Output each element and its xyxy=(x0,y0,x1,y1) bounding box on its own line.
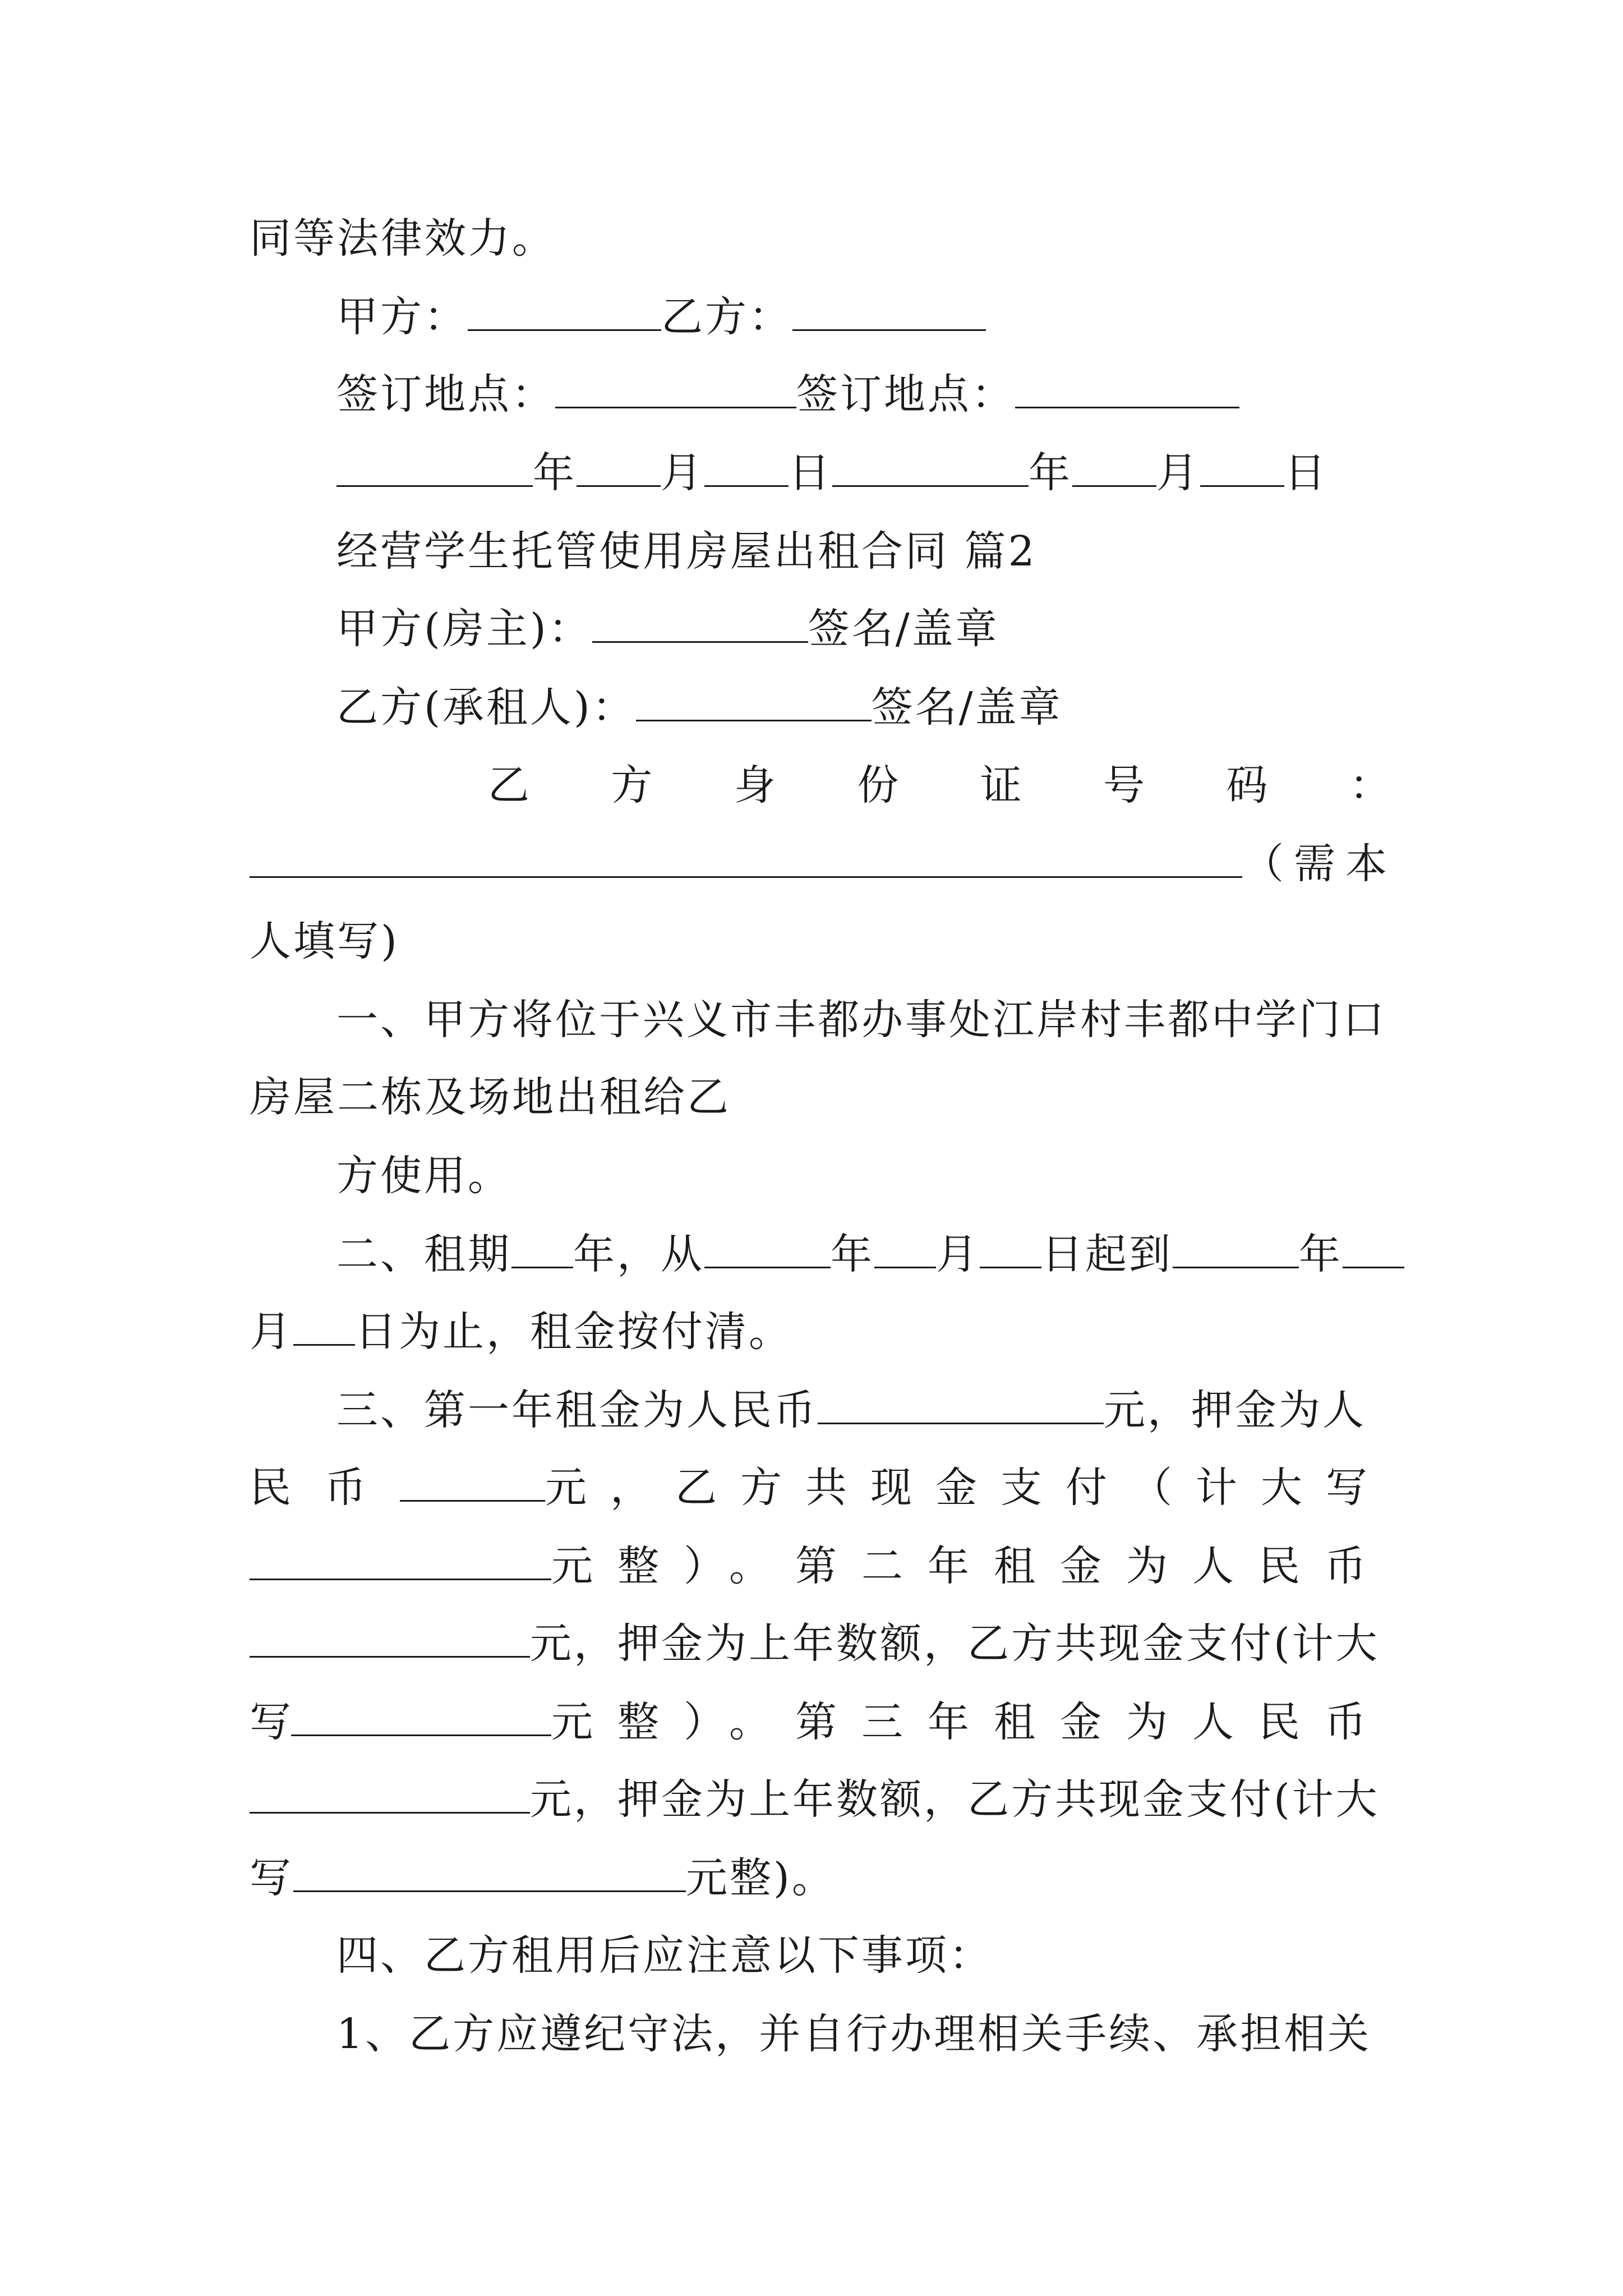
paragraph-text: 1、乙方应遵纪守法，并自行办理相关手续、承担相关 xyxy=(336,2010,1372,2058)
paragraph-text: 写 xyxy=(250,1698,291,1746)
paragraph-text: 元，押金为上年数额，乙方共现金支付(计大 xyxy=(530,1775,1380,1824)
id-char: 份 xyxy=(857,761,899,809)
day-label: 日 xyxy=(789,449,832,497)
id-number-blank[interactable] xyxy=(250,840,1242,878)
landlord-line xyxy=(336,601,999,657)
paragraph-text: 民币 xyxy=(250,1464,400,1512)
paragraph-text: 元整）。第二年租金为人民币 xyxy=(551,1542,1391,1590)
party-b-label: 乙方： xyxy=(661,293,792,341)
clause-2-line xyxy=(336,1226,1404,1282)
paragraph-text: 月 xyxy=(250,1308,293,1356)
year-blank[interactable] xyxy=(336,449,533,487)
paragraph-text: 元，乙方共现金支付（计大写 xyxy=(545,1464,1391,1512)
total-year2-blank[interactable] xyxy=(291,1699,551,1736)
sign-label: 签名/盖章 xyxy=(871,683,1063,731)
total-year3-blank[interactable] xyxy=(293,1855,686,1892)
rent-year2-blank[interactable] xyxy=(250,1620,530,1658)
paragraph-text: 写 xyxy=(250,1854,293,1902)
day-blank[interactable] xyxy=(704,449,789,487)
clause-3-line xyxy=(250,1616,1380,1672)
party-a-blank[interactable] xyxy=(468,293,661,331)
rent-year1-blank[interactable] xyxy=(818,1387,1104,1424)
paragraph-text: 年 xyxy=(831,1230,874,1278)
paragraph-text: （需本 xyxy=(1242,840,1397,888)
paragraph-text: 日起到 xyxy=(1041,1230,1173,1278)
end-month-blank[interactable] xyxy=(1343,1231,1404,1268)
paragraph-text: 日为止，租金按付清。 xyxy=(355,1308,792,1356)
clause-3-line xyxy=(250,1538,1391,1594)
paragraph-text: 元整)。 xyxy=(686,1854,836,1902)
clause-3-line xyxy=(250,1460,1391,1516)
paragraph-text: 三、第一年租金为人民币 xyxy=(336,1386,818,1434)
clause-1-line xyxy=(250,1069,731,1125)
paragraph-text: 二、租期 xyxy=(336,1230,511,1278)
signing-place-line xyxy=(336,366,1239,422)
paragraph-text: 方使用。 xyxy=(336,1152,511,1200)
id-number-field-line xyxy=(250,836,1397,892)
clause-1-line xyxy=(336,1148,511,1204)
deposit-year1-blank[interactable] xyxy=(400,1464,545,1502)
month-label: 月 xyxy=(661,449,704,497)
clause-3-line xyxy=(250,1772,1380,1828)
signing-place-a-label: 签订地点： xyxy=(336,370,555,418)
day-label: 日 xyxy=(1284,449,1328,497)
party-a-label: 甲方： xyxy=(336,293,468,341)
start-day-blank[interactable] xyxy=(980,1231,1041,1268)
end-year-blank[interactable] xyxy=(1173,1231,1299,1268)
id-number-label xyxy=(488,757,1391,813)
year-blank[interactable] xyxy=(832,449,1029,487)
id-char: 身 xyxy=(734,761,776,809)
total-year1-blank[interactable] xyxy=(250,1543,551,1580)
id-char: 号 xyxy=(1103,761,1145,809)
start-year-blank[interactable] xyxy=(704,1231,831,1268)
end-day-blank[interactable] xyxy=(293,1308,355,1346)
rent-year3-blank[interactable] xyxy=(250,1776,530,1814)
signing-place-b-label: 签订地点： xyxy=(796,370,1015,418)
tenant-label: 乙方(承租人)： xyxy=(336,683,636,731)
tenant-line xyxy=(336,679,1063,735)
paragraph-text: 房屋二栋及场地出租给乙 xyxy=(250,1073,731,1121)
start-month-blank[interactable] xyxy=(874,1231,936,1268)
year-label: 年 xyxy=(1029,449,1072,497)
day-blank[interactable] xyxy=(1200,449,1284,487)
paragraph-text: 元整）。第三年租金为人民币 xyxy=(551,1698,1391,1746)
text-line xyxy=(250,210,556,266)
paragraph-text: 元，押金为人 xyxy=(1104,1386,1366,1434)
id-char: 方 xyxy=(611,761,653,809)
text-line xyxy=(250,913,399,969)
signature-line-parties xyxy=(336,289,986,345)
signing-place-a-blank[interactable] xyxy=(555,371,796,408)
section-heading xyxy=(336,523,1037,579)
heading-text: 经营学生托管使用房屋出租合同 篇2 xyxy=(336,527,1037,576)
paragraph-text: 元，押金为上年数额，乙方共现金支付(计大 xyxy=(530,1619,1380,1668)
id-char: ： xyxy=(1349,761,1391,809)
id-char: 乙 xyxy=(488,761,529,809)
clause-3-line xyxy=(336,1382,1366,1438)
term-years-blank[interactable] xyxy=(511,1231,573,1268)
clause-3-line xyxy=(250,1850,836,1906)
id-char: 码 xyxy=(1226,761,1268,809)
clause-4-line xyxy=(336,1927,993,1984)
paragraph-text: 年，从 xyxy=(573,1230,704,1278)
paragraph-text: 年 xyxy=(1299,1230,1343,1278)
month-label: 月 xyxy=(1156,449,1200,497)
month-blank[interactable] xyxy=(1072,449,1156,487)
clause-1-line xyxy=(336,992,1386,1048)
paragraph-text: 四、乙方租用后应注意以下事项： xyxy=(336,1931,993,1980)
clause-4-line xyxy=(336,2006,1371,2062)
paragraph-text: 同等法律效力。 xyxy=(250,214,556,263)
landlord-label: 甲方(房主)： xyxy=(336,605,592,653)
date-line xyxy=(336,445,1328,501)
landlord-blank[interactable] xyxy=(592,605,808,643)
party-b-blank[interactable] xyxy=(792,293,986,331)
month-blank[interactable] xyxy=(577,449,661,487)
sign-label: 签名/盖章 xyxy=(808,605,999,653)
clause-2-line xyxy=(250,1304,792,1360)
id-char: 证 xyxy=(980,761,1022,809)
signing-place-b-blank[interactable] xyxy=(1015,371,1239,408)
paragraph-text: 人填写) xyxy=(250,917,399,965)
tenant-blank[interactable] xyxy=(636,684,872,721)
paragraph-text: 月 xyxy=(936,1230,980,1278)
year-label: 年 xyxy=(533,449,577,497)
clause-3-line xyxy=(250,1694,1391,1750)
paragraph-text: 一、甲方将位于兴义市丰都办事处江岸村丰都中学门口 xyxy=(336,996,1386,1044)
